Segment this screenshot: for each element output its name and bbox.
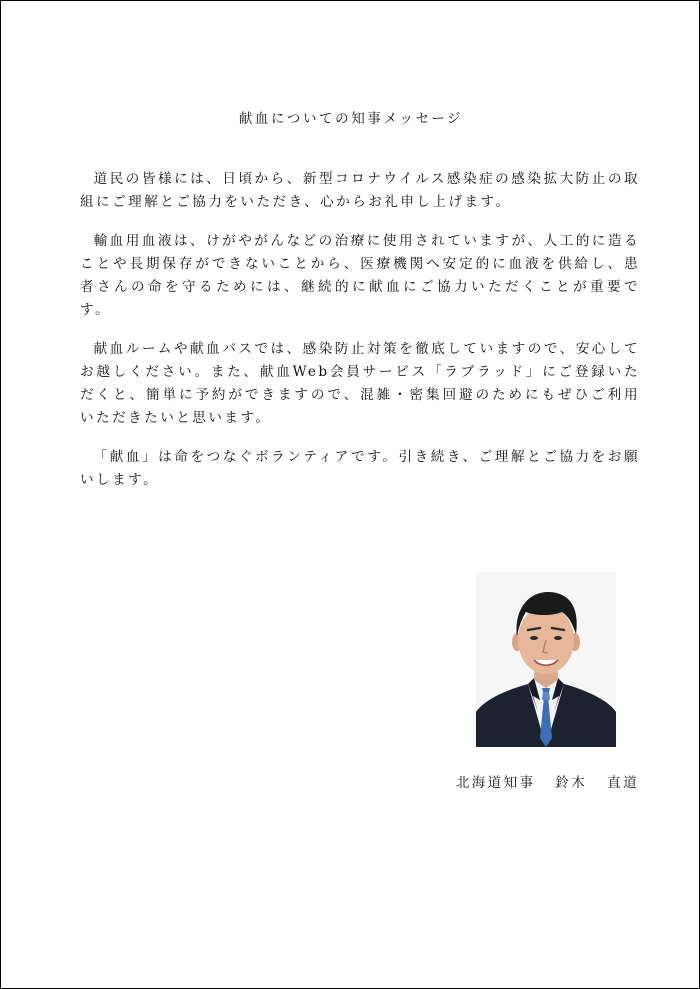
message-body	[80, 168, 640, 492]
signature-given-name: 直道	[607, 775, 639, 791]
governor-portrait	[476, 572, 616, 747]
signature	[441, 771, 639, 791]
signature-position: 北海道知事	[455, 775, 536, 791]
paragraph-4: 「献血」は命をつなぐボランティアです。引き続き、ご理解とご協力をお願いします。	[80, 449, 640, 488]
paragraph-2: 輸血用血液は、けがやがんなどの治療に使用されていますが、人工的に造ることや長期保存ができないことから、医療機関へ安定的に血液を供給し、患者さんの命を守るためには、継続的に献血にご協力いただくことが重要です。	[80, 233, 640, 318]
paragraph-1: 道民の皆様には、日頃から、新型コロナウイルス感染症の感染拡大防止の取組にご理解とご協力をいただき、心からお礼申し上げます。	[80, 171, 640, 210]
paragraph-3: 献血ルームや献血バスでは、感染防止対策を徹底していますので、安心してお越しください。また、献血Web会員サービス「ラブラッド」にご登録いただくと、簡単に予約ができますので、混雑・密集回避のためにもぜひご利用いただきたいと思います。	[80, 341, 640, 426]
page-title: 献血についての知事メッセージ	[238, 111, 464, 127]
signature-surname: 鈴木	[555, 775, 588, 791]
